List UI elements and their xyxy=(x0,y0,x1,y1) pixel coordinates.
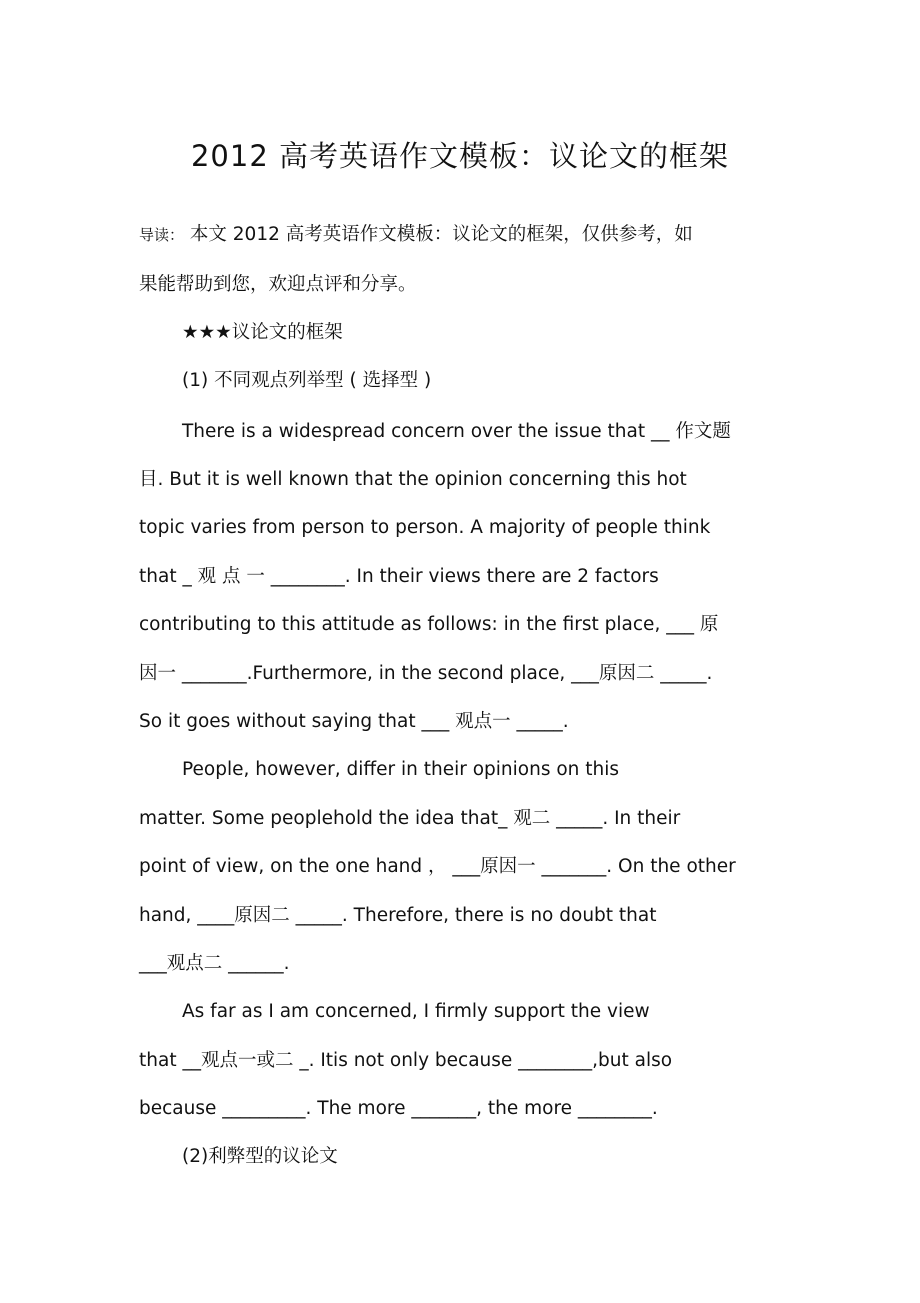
subsection-heading-2: (2)利弊型的议论文 xyxy=(182,1146,338,1167)
para1-line-2: 目. But it is well known that the opinion concerning this hot xyxy=(139,469,687,490)
para3-line-2: that __观点一或二 _. Itis not only because ________,but also xyxy=(139,1050,673,1071)
para2-line-5: ___观点二 ______. xyxy=(139,953,290,974)
intro-label: 导读： xyxy=(139,226,185,244)
intro-text-1: 本文 2012 高考英语作文模板：议论文的框架，仅供参考，如 xyxy=(189,224,693,245)
para1-line-5: contributing to this attitude as follows: in the first place, ___ 原 xyxy=(139,614,719,635)
para3-line-1: As far as I am concerned, I firmly support the view xyxy=(182,1001,650,1022)
para2-line-2: matter. Some peoplehold the idea that_ 观二 _____. In their xyxy=(139,808,681,829)
para2-line-1: People, however, differ in their opinions on this xyxy=(182,759,620,780)
section-heading: ★★★议论文的框架 xyxy=(182,322,343,343)
para2-line-4: hand, ____原因二 _____. Therefore, there is no doubt that xyxy=(139,905,657,926)
para1-line-7: So it goes without saying that ___ 观点一 _____. xyxy=(139,711,569,732)
para1-line-6: 因一 _______.Furthermore, in the second place, ___原因二 _____. xyxy=(139,663,713,684)
para1-line-3: topic varies from person to person. A majority of people think xyxy=(139,517,711,538)
para2-line-3: point of view, on the one hand ， ___原因一 _______. On the other xyxy=(139,856,736,877)
intro-line-2: 果能帮助到您，欢迎点评和分享。 xyxy=(139,274,417,295)
subsection-heading-1: (1) 不同观点列举型 ( 选择型 ) xyxy=(182,370,432,391)
intro-line-1 xyxy=(139,222,789,248)
document-title: 2012 高考英语作文模板：议论文的框架 xyxy=(190,139,730,173)
para1-line-4: that _ 观 点 一 ________. In their views there are 2 factors xyxy=(139,566,659,587)
para3-line-3: because _________. The more _______, the more ________. xyxy=(139,1098,658,1119)
para1-line-1: There is a widespread concern over the issue that __ 作文题 xyxy=(182,421,731,442)
